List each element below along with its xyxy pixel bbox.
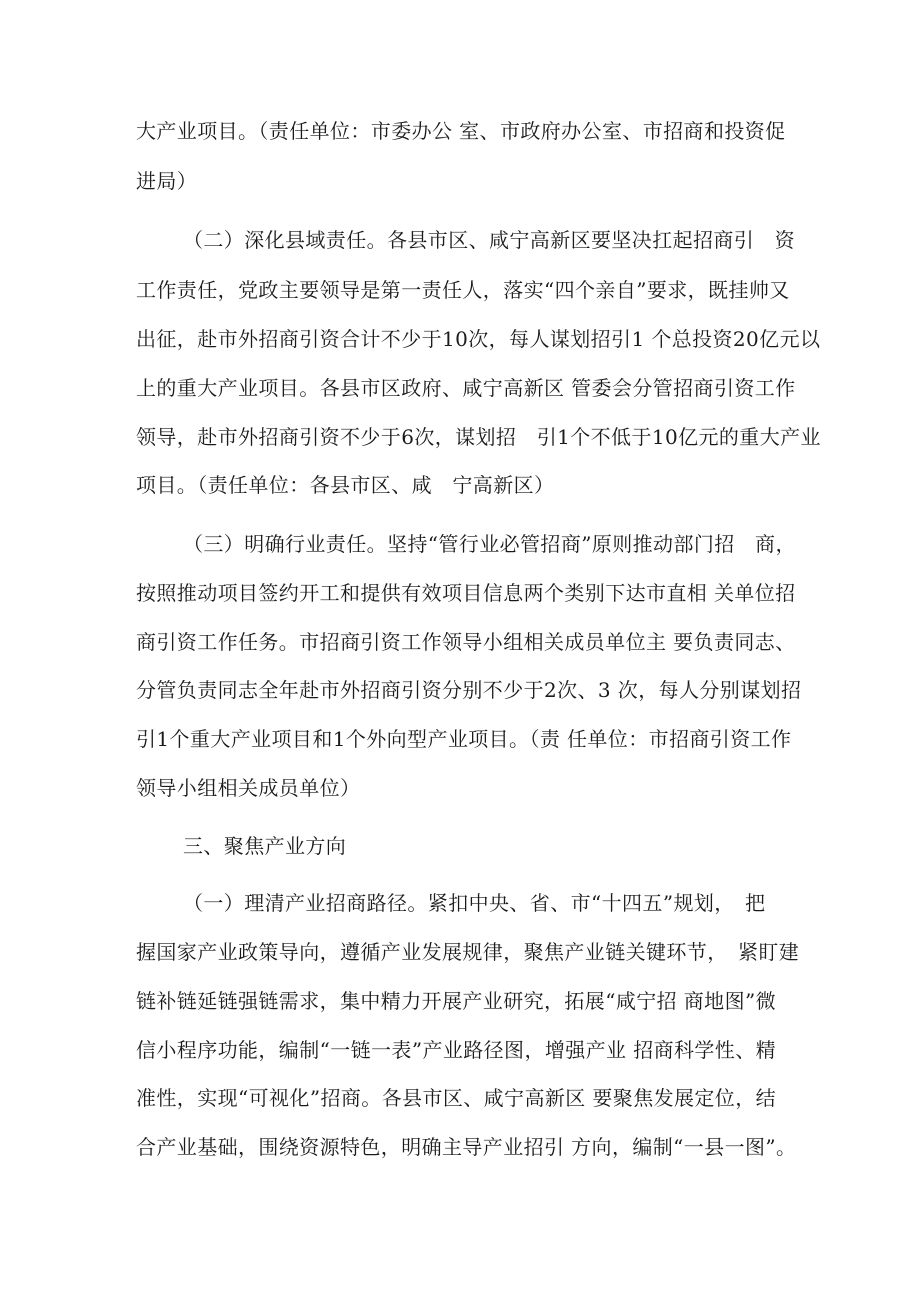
paragraph-line: 握国家产业政策导向，遵循产业发展规律，聚焦产业链关键环节， 紧盯建 [136,940,800,964]
paragraph-line: 上的重大产业项目。各县市区政府、咸宁高新区 管委会分管招商引资工作 [136,376,796,400]
paragraph-line: （一）理清产业招商路径。紧扣中央、省、市“十四五”规划， 把 [183,891,766,915]
paragraph-line: 商引资工作任务。市招商引资工作领导小组相关成员单位主 要负责同志、 [136,630,796,654]
paragraph-line: 分管负责同志全年赴市外招商引资分别不少于2次、3 次，每人分别谋划招 [136,678,802,702]
paragraph-line: （二）深化县域责任。各县市区、咸宁高新区要坚决扛起招商引 资 [183,228,795,252]
paragraph-line: （三）明确行业责任。坚持“管行业必管招商”原则推动部门招 商， [183,532,796,556]
paragraph-line: 工作责任，党政主要领导是第一责任人，落实“四个亲自”要求，既挂帅又 [136,278,790,302]
paragraph-line: 项目。（责任单位：各县市区、咸 宁高新区） [136,473,555,497]
paragraph-line: 信小程序功能，编制“一链一表”产业路径图，增强产业 招商科学性、精 [136,1038,777,1062]
section-heading: 三、聚焦产业方向 [183,834,347,858]
paragraph-line: 出征，赴市外招商引资合计不少于10次，每人谋划招引1 个总投资20亿元以 [136,327,821,351]
paragraph-line: 准性，实现“可视化”招商。各县市区、咸宁高新区 要聚焦发展定位，结 [136,1086,777,1110]
paragraph-line: 领导，赴市外招商引资不少于6次，谋划招 引1个不低于10亿元的重大产业 [136,425,821,449]
paragraph-line: 合产业基础，围绕资源特色，明确主导产业招引 方向，编制“一县一图”。 [136,1135,797,1159]
paragraph-line: 引1个重大产业项目和1个外向型产业项目。（责 任单位：市招商引资工作 [136,727,792,751]
paragraph-line: 链补链延链强链需求，集中精力开展产业研究，拓展“咸宁招 商地图”微 [136,989,777,1013]
paragraph-line: 领导小组相关成员单位） [136,776,361,800]
paragraph-line: 进局） [136,169,198,193]
paragraph-line: 按照推动项目签约开工和提供有效项目信息两个类别下达市直相 关单位招 [136,581,796,605]
paragraph-line: 大产业项目。（责任单位：市委办公 室、市政府办公室、市招商和投资促 [136,119,786,143]
